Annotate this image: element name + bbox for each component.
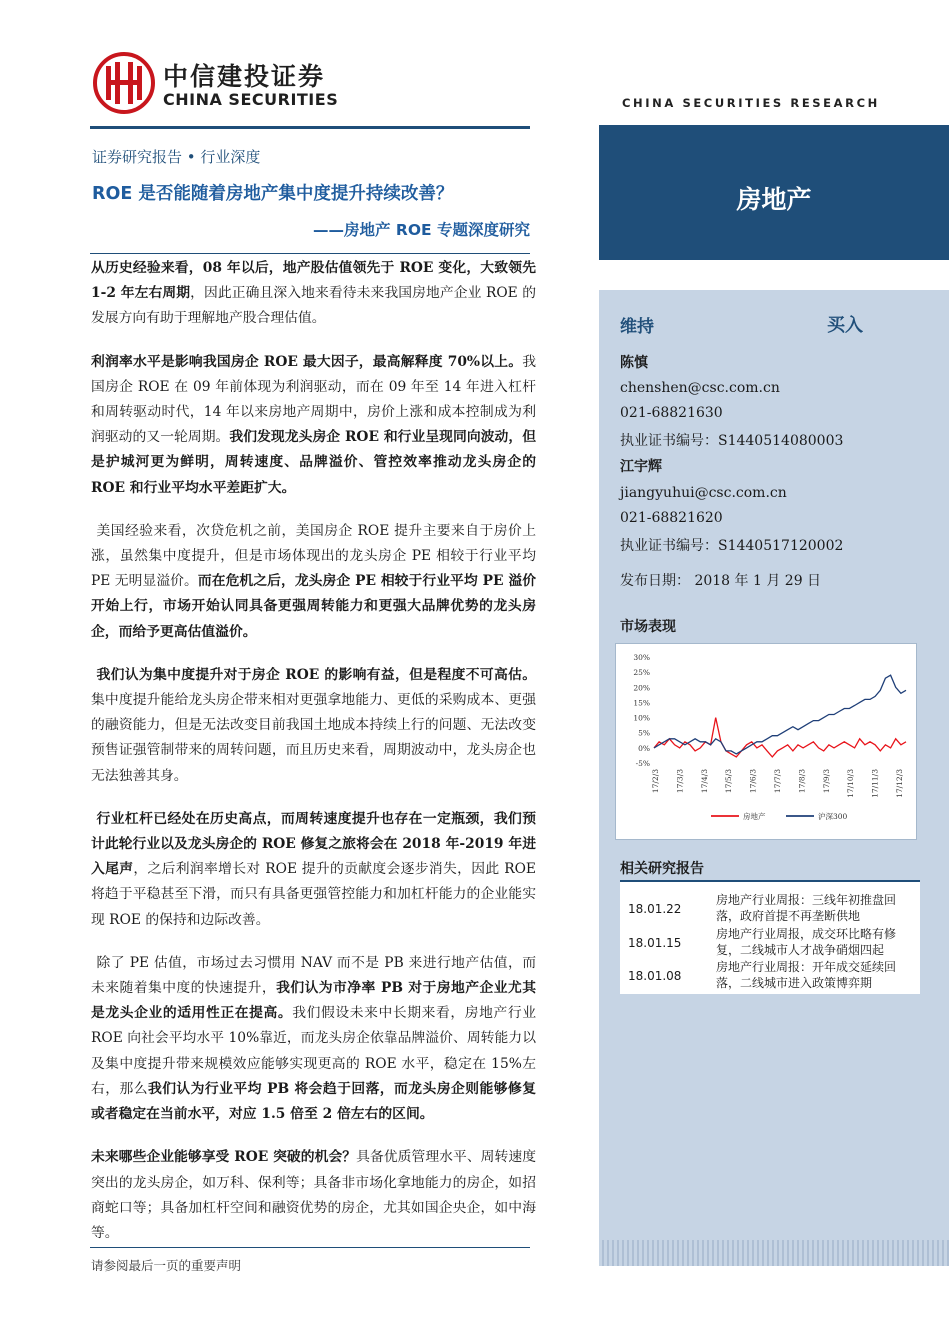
paragraph-2: 利润率水平是影响我国房企 ROE 最大因子，最高解释度 70%以上。我国房企 ROE 在 09 年前体现为利润驱动，而在 09 年至 14 年进入杠杆和周转驱动时代，14 年以来房地产周期中，房价上涨和成本控制成为利润驱动的又一轮周期。我们发现龙头房企 ROE 和行业呈现同向波动，但是护城河更为鲜明，周转速度、品牌溢价、管控效率推动龙头房企的 ROE 和行业平均水平差距扩大。 <box>91 353 537 496</box>
x-tick-label: 17/5/3 <box>724 769 734 794</box>
x-tick-label: 17/10/3 <box>846 769 856 798</box>
x-tick-label: 17/8/3 <box>797 769 807 794</box>
analyst-2-cert: 执业证书编号：S1440517120002 <box>620 538 844 554</box>
related-reports-table <box>620 880 920 994</box>
header-divider <box>90 126 530 129</box>
y-tick-label: 0% <box>638 743 650 753</box>
company-logo-icon <box>93 52 155 114</box>
market-chart-svg <box>616 644 916 839</box>
logo-chinese-text: 中信建投证券 <box>163 62 326 91</box>
analyst-1-name: 陈慎 <box>620 355 648 371</box>
y-tick-label: 10% <box>633 713 650 723</box>
research-label: CHINA SECURITIES RESEARCH <box>622 96 880 110</box>
x-tick-label: 17/6/3 <box>748 769 758 794</box>
series-line <box>654 718 906 757</box>
y-tick-label: 25% <box>633 668 650 678</box>
analyst-1-cert: 执业证书编号：S1440514080003 <box>620 433 844 449</box>
related-report-date: 18.01.08 <box>628 969 682 983</box>
series-line <box>654 675 906 754</box>
footer-disclaimer: 请参阅最后一页的重要声明 <box>91 1258 242 1273</box>
paragraph-4: 我们认为集中度提升对于房企 ROE 的影响有益，但是程度不可高估。集中度提升能给龙头房企带来相对更强拿地能力、更低的采购成本、更强的融资能力，但是无法改变目前我国土地成本持续上行的问题、无法改变预售证强管制带来的周转问题，而且历史来看，周期波动中，龙头房企也无法独善其身。 <box>91 666 536 784</box>
y-tick-label: 30% <box>633 653 650 662</box>
report-subtitle: ——房地产 ROE 专题深度研究 <box>313 221 530 239</box>
paragraph-7: 未来哪些企业能够享受 ROE 突破的机会？具备优质管理水平、周转速度突出的龙头房企，如万科、保利等；具备非市场化拿地能力的房企，如招商蛇口等；具备加杠杆空间和融资优势的房企，尤其如国企央企，如中海等。 <box>91 1149 536 1241</box>
analyst-1-phone: 021-68821630 <box>620 405 723 421</box>
related-report-date: 18.01.15 <box>628 936 682 950</box>
x-tick-label: 17/12/3 <box>895 769 904 798</box>
legend-label: 沪深300 <box>818 812 848 821</box>
x-tick-label: 17/11/3 <box>870 769 880 798</box>
related-report-title[interactable]: 房地产行业周报，成交环比略有修复，二线城市人才战争硝烟四起 <box>716 927 897 957</box>
title-divider <box>90 253 530 254</box>
sector-name: 房地产 <box>736 185 812 214</box>
related-report-title[interactable]: 房地产行业周报：开年成交延续回落，二线城市进入政策博弈期 <box>716 960 897 990</box>
legend-label: 房地产 <box>743 812 766 821</box>
x-tick-label: 17/2/3 <box>651 769 660 794</box>
related-report-date: 18.01.22 <box>628 902 682 916</box>
logo-english-text: CHINA SECURITIES <box>163 90 339 109</box>
chart-title: 市场表现 <box>620 619 676 635</box>
x-tick-label: 17/4/3 <box>699 769 709 794</box>
related-reports-title: 相关研究报告 <box>620 861 704 877</box>
analyst-2-name: 江宇辉 <box>620 459 662 475</box>
paragraph-1: 从历史经验来看，08 年以后，地产股估值领先于 ROE 变化，大致领先 1-2 年左右周期，因此正确且深入地来看待未来我国房地产企业 ROE 的发展方向有助于理解地产股合理估值。 <box>91 260 536 327</box>
paragraph-3: 美国经验来看，次贷危机之前，美国房企 ROE 提升主要来自于房价上涨，虽然集中度提升，但是市场体现出的龙头房企 PE 相较于行业平均 PE 无明显溢价。而在危机之后，龙头房企 PE 相较于行业平均 PE 溢价开始上行，市场开始认同具备更强周转能力和更强大品牌优势的龙头房企，而给予更高估值溢价。 <box>91 522 536 640</box>
related-report-title[interactable]: 房地产行业周报：三线年初推盘回落，政府首提不再垄断供地 <box>716 893 897 923</box>
analyst-1-email[interactable]: chenshen@csc.com.cn <box>620 380 780 396</box>
rating-value: 买入 <box>827 315 863 336</box>
analyst-2-email[interactable]: jiangyuhui@csc.com.cn <box>620 485 787 501</box>
y-tick-label: -5% <box>635 759 650 768</box>
market-chart <box>615 643 917 840</box>
x-tick-label: 17/7/3 <box>773 769 782 794</box>
publish-date: 发布日期： 2018 年 1 月 29 日 <box>620 573 822 589</box>
report-body <box>91 256 536 1264</box>
analyst-2-phone: 021-68821620 <box>620 510 723 526</box>
report-title: ROE 是否能随着房地产集中度提升持续改善？ <box>92 184 454 204</box>
y-tick-label: 5% <box>638 728 650 738</box>
paragraph-5: 行业杠杆已经处在历史高点，而周转速度提升也存在一定瓶颈，我们预计此轮行业以及龙头房企的 ROE 修复之旅将会在 2018 年-2019 年进入尾声，之后利润率增长对 ROE 提升的贡献度会逐步消失，因此 ROE 将趋于平稳甚至下滑，而只有具备更强管控能力和加杠杆能力的企业能实现 ROE 的保持和边际改善。 <box>91 810 537 928</box>
sidebar-bottom-band <box>599 1240 949 1266</box>
x-tick-label: 17/9/3 <box>821 769 831 794</box>
x-tick-label: 17/3/3 <box>675 769 685 794</box>
rating-label: 维持 <box>620 317 654 337</box>
y-tick-label: 15% <box>633 698 650 708</box>
report-type: 证券研究报告 • 行业深度 <box>92 148 261 166</box>
footer-divider <box>90 1247 530 1248</box>
paragraph-6: 除了 PE 估值，市场过去习惯用 NAV 而不是 PB 来进行地产估值，而未来随着集中度的快速提升，我们认为市净率 PB 对于房地产企业尤其是龙头企业的适用性正在提高。我们假设未来中长期来看，房地产行业 ROE 向社会平均水平 10%靠近，而龙头房企依靠品牌溢价、周转能力以及集中度提升带来规模效应能够实现更高的 ROE 水平，稳定在 15%左右，那么我们认为行业平均 PB 将会趋于回落，而龙头房企则能够修复或者稳定在当前水平，对应 1.5 倍至 2 倍左右的区间。 <box>91 954 537 1123</box>
y-tick-label: 20% <box>633 683 650 693</box>
